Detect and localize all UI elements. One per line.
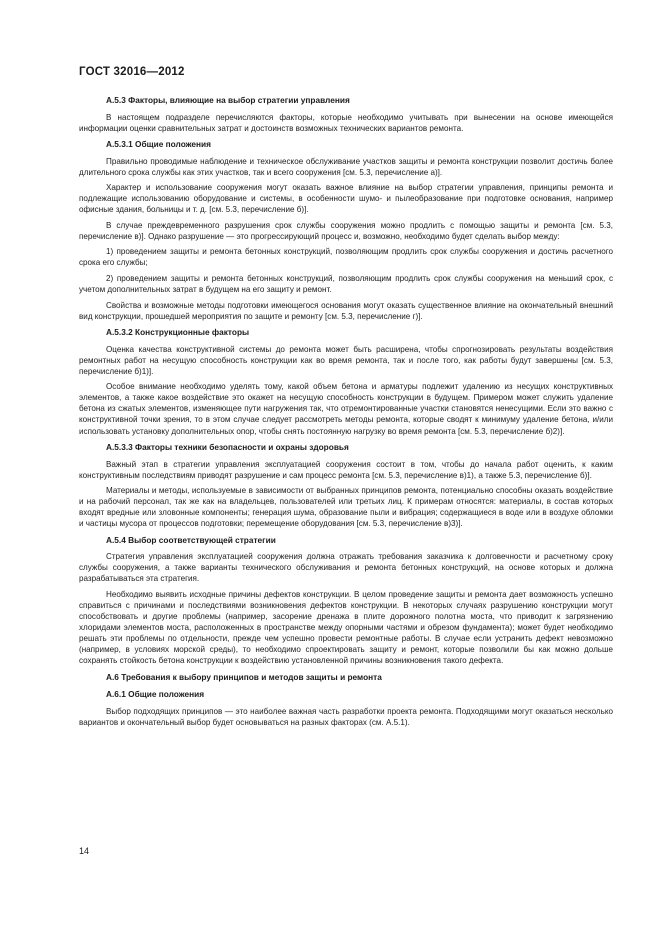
paragraph: Стратегия управления эксплуатацией сооружения должна отражать требования заказчика к долговечности и расчетному сроку службы сооружения, а также варианты технического обслуживания и ремонта бетонных конструкций, на основе которых и должна разрабатываться эта стратегия. — [79, 552, 613, 584]
page-number: 14 — [79, 846, 90, 856]
paragraph: Важный этап в стратегии управления эксплуатацией сооружения состоит в том, чтобы до начала работ оценить, к каким конструктивным последствиям приводят разрушение и сам процесс ремонта [см. 5.3, перечисление в)1), а также 5.3, перечисление б)]. — [79, 459, 613, 480]
paragraph: Характер и использование сооружения могут оказать важное влияние на выбор стратегии управления, принципы ремонта и подлежащие использованию оборудование и системы, в особенности шумо- и пылеобразование при подготовке основания, например офисные здания, больницы и т. д. [см. 5.3, перечисление б)]. — [79, 183, 613, 215]
paragraph: Материалы и методы, используемые в зависимости от выбранных принципов ремонта, потенциально способны оказать воздействие и на рабочий персонал, так же как на владельцев, пользователей или третьих лиц. К примерам относятся: материалы, в состав которых входят вредные или зловонные компоненты; генерация шума, образование пыли и вибрация; содержащиеся в воде или в воздухе обломки и частицы мусора от процессов подготовки; перемещение оборудования [см. 5.3, перечисление в)3)]. — [79, 486, 613, 529]
section-heading-a-5-3-3: А.5.3.3 Факторы техники безопасности и охраны здоровья — [106, 442, 349, 453]
paragraph: В случае преждевременного разрушения срок службы сооружения можно продлить с помощью защиты и ремонта [см. 5.3, перечисление в)]. Однако разрушение — это прогрессирующий процесс и, возможно, необходимо будет сделать выбор между: — [79, 220, 613, 241]
paragraph: Правильно проводимые наблюдение и техническое обслуживание участков защиты и ремонта конструкции позволит достичь более длительного срока службы как этих участков, так и всего сооружения [см. 5.3, перечисление а)]. — [79, 156, 613, 177]
section-heading-a-6-1: А.6.1 Общие положения — [106, 689, 205, 700]
paragraph: Особое внимание необходимо уделять тому, какой объем бетона и арматуры подлежит удалению из несущих конструктивных элементов, а также какое воздействие это окажет на несущую способность конструкции в будущем. Примером может служить удаление бетона из сжатых элементов, изменяющее пути нагружения так, что отремонтированные участки становятся ненесущими. Если это важно с конструктивной точки зрения, то в этом случае следует рассмотреть методы ремонта, которые сводят к минимуму удаление бетона, и/или использовать установку дополнительных опор, чтобы снять постоянную нагрузку во время ремонта [см. 5.3, перечисление б)2)]. — [79, 382, 613, 436]
section-heading-a-5-3-2: А.5.3.2 Конструкционные факторы — [106, 327, 250, 338]
paragraph: В настоящем подразделе перечисляются факторы, которые необходимо учитывать при вынесении на основе имеющейся информации оценки сравнительных затрат и достоинств возможных технических вариантов ремонта. — [79, 112, 613, 133]
list-item: 2) проведением защиты и ремонта бетонных конструкций, позволяющим продлить срок службы сооружения на меньший срок, с учетом дополнительных затрат в будущем на его защиту и ремонт. — [79, 274, 613, 295]
section-heading-a-5-3-1: А.5.3.1 Общие положения — [106, 139, 211, 150]
section-heading-a-5-3: А.5.3 Факторы, влияющие на выбор стратегии управления — [106, 95, 350, 105]
paragraph: Свойства и возможные методы подготовки имеющегося основания могут оказать существенное влияние на окончательный внешний вид конструкции, прошедшей мероприятия по защите и ремонту [см. 5.3, перечисление г)]. — [79, 300, 613, 321]
document-header: ГОСТ 32016—2012 — [79, 66, 185, 78]
paragraph: Необходимо выявить исходные причины дефектов конструкции. В целом проведение защиты и ремонта дает возможность успешно справиться с причинами и последствиями возникновения дефектов конструкции. В некоторых случаях разрушению конструкции могут способствовать и другие проблемы (например, засорение дренажа в плите дорожного полотна моста, что приводит к загрязнению хлоридами элементов моста, расположенных в пространстве между опорными частями и обрезом фундамента); может будет необходимо решать эти проблемы по отдельности, прежде чем успешно провести ремонтные работы. В случае если устранить дефект невозможно (например, в условиях морской среды), то необходимо спроектировать защиту и ремонт, которые позволили бы как можно дольше сохранять стойкость бетона конструкции к воздействию установленной причины возникновения такого дефекта. — [79, 590, 613, 666]
paragraph: Выбор подходящих принципов — это наиболее важная часть разработки проекта ремонта. Подходящими могут оказаться несколько вариантов и окончательный выбор будет основываться на разных факторах (см. А.5.1). — [79, 706, 613, 727]
document-body — [79, 94, 613, 732]
section-heading-a-6: А.6 Требования к выбору принципов и методов защиты и ремонта — [106, 671, 382, 682]
paragraph: Оценка качества конструктивной системы до ремонта может быть расширена, чтобы спрогнозировать результаты воздействия ремонтных работ на несущую способность конструкции как во время ремонта, так и после того, как работы будут завершены [см. 5.3, перечисление б)1)]. — [79, 344, 613, 376]
list-item: 1) проведением защиты и ремонта бетонных конструкций, позволяющим продлить срок службы сооружения и достичь расчетного срока его службы; — [79, 247, 613, 268]
section-heading-a-5-4: А.5.4 Выбор соответствующей стратегии — [106, 534, 276, 545]
